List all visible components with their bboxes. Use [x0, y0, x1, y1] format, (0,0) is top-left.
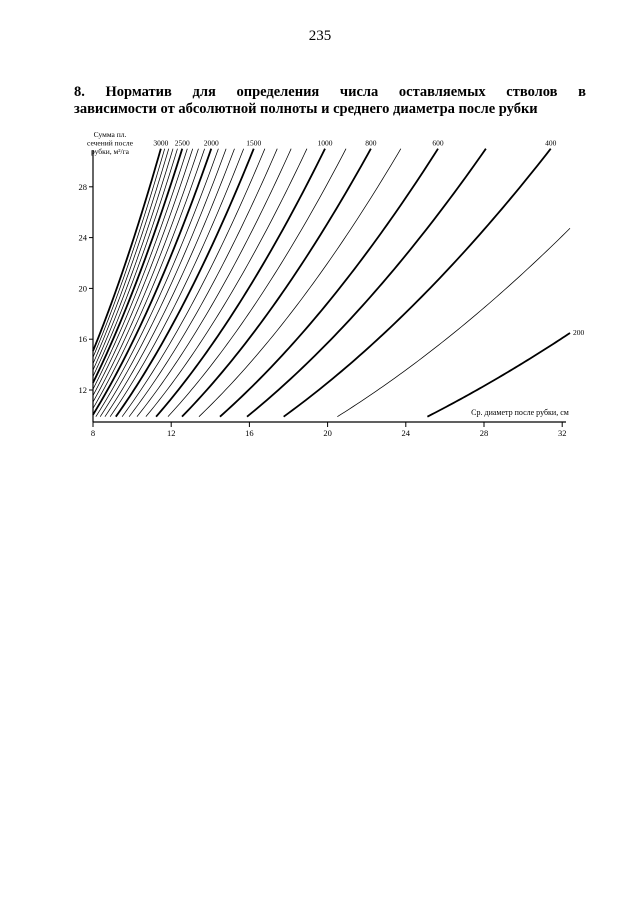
curve-label-2000: 2000: [203, 138, 219, 148]
y-tick-label: 16: [78, 334, 87, 345]
curve-300: [337, 228, 570, 416]
curve-500: [247, 149, 486, 417]
curve-2600: [90, 147, 177, 377]
x-tick-label: 12: [166, 428, 176, 438]
x-tick-label: 8: [90, 428, 96, 438]
y-tick-label: 24: [78, 232, 87, 243]
x-axis-title: Ср. диаметр после рубки, см: [471, 408, 569, 417]
section-title-line-1: 8. Норматив для определения числа оставляемых стволов в: [74, 84, 586, 100]
curve-400: [284, 149, 551, 417]
y-axis-title-line: Сумма пл.: [93, 130, 127, 139]
curve-label-400: 400: [545, 138, 557, 148]
x-tick-label: 28: [479, 428, 489, 438]
curve-2000: [90, 147, 211, 415]
curve-2700: [90, 147, 173, 370]
y-axis-title-line: сечений после: [87, 138, 133, 148]
curve-3000: [90, 147, 161, 351]
curve-label-600: 600: [432, 138, 444, 148]
y-axis-title-line: рубки, м²/га: [90, 147, 130, 156]
x-tick-label: 16: [245, 428, 254, 438]
curve-label-1000: 1000: [317, 138, 333, 148]
curve-label-2500: 2500: [174, 138, 190, 148]
curve-1000: [156, 149, 325, 417]
curve-700: [199, 149, 401, 417]
curve-800: [182, 149, 371, 417]
section-title-line-2: зависимости от абсолютной полноты и среднего диаметра после рубки: [74, 101, 538, 117]
x-tick-label: 32: [557, 428, 567, 438]
curve-label-3000: 3000: [153, 138, 169, 148]
chart-curves: [90, 147, 570, 417]
curve-label-800: 800: [365, 138, 377, 148]
chart-labels: [153, 139, 584, 337]
y-tick-label: 20: [78, 283, 87, 294]
curve-label-200: 200: [573, 327, 585, 337]
curve-label-1500: 1500: [246, 138, 262, 148]
curve-200: [427, 333, 570, 417]
page-number: 235: [308, 28, 332, 44]
y-tick-label: 12: [78, 385, 87, 395]
x-tick-label: 24: [401, 428, 411, 438]
y-tick-label: 28: [78, 181, 87, 192]
x-tick-label: 20: [323, 428, 332, 438]
